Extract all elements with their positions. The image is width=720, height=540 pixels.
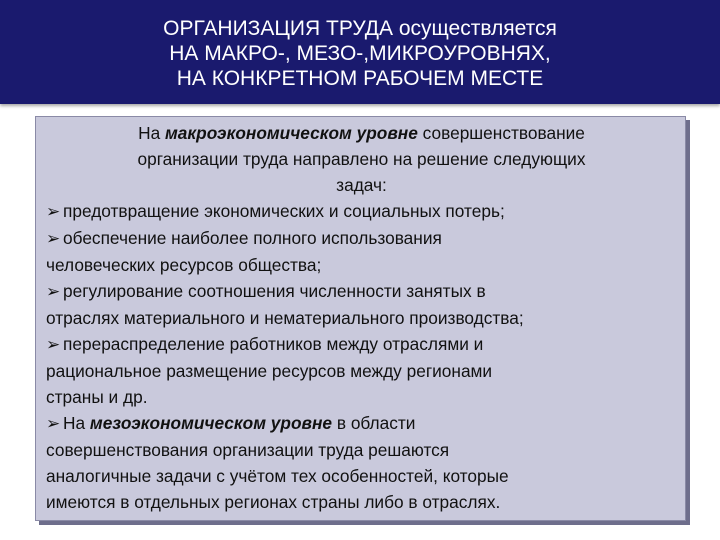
item-text: предотвращение экономических и социальных потерь;	[63, 201, 505, 221]
arrow-right-bullet-icon: ➢	[46, 229, 61, 248]
item-text: обеспечение наиболее полного использования	[63, 228, 442, 248]
arrow-right-bullet-icon: ➢	[46, 202, 61, 221]
meso-suffix: в области	[336, 413, 416, 433]
arrow-right-bullet-icon: ➢	[46, 282, 61, 301]
title-banner	[0, 0, 720, 104]
meso-line: совершенствования организации труда решаются	[46, 440, 450, 460]
meso-line: имеются в отдельных регионах страны либо в отраслях.	[46, 492, 501, 512]
intro-prefix: На	[138, 123, 161, 143]
meso-line: аналогичные задачи с учётом тех особенностей, которые	[46, 466, 509, 486]
list-item-continuation: страны и др.	[46, 387, 148, 407]
meso-prefix: На	[63, 413, 86, 433]
arrow-right-bullet-icon: ➢	[46, 414, 61, 433]
intro-line-2: организации труда направлено на решение следующих	[137, 149, 586, 169]
item-text: регулирование соотношения численности занятых в	[63, 281, 486, 301]
title-line-2: НА МАКРО-, МЕЗО-,МИКРОУРОВНЯХ,	[169, 41, 551, 65]
title-line-1: ОРГАНИЗАЦИЯ ТРУДА осуществляется	[163, 16, 557, 40]
list-item-continuation: рациональное размещение ресурсов между регионами	[46, 361, 493, 381]
intro-line-1	[46, 120, 677, 146]
intro-line-3: задач:	[336, 175, 387, 195]
meso-line-1	[46, 410, 677, 437]
list-item	[46, 278, 677, 305]
content-panel	[35, 116, 686, 521]
list-item-continuation: отраслях материального и нематериального производства;	[46, 308, 524, 328]
list-item	[46, 331, 677, 358]
intro-emphasis: макроэкономическом уровне	[165, 123, 418, 143]
intro-suffix: совершенствование	[422, 123, 585, 143]
item-text: перераспределение работников между отраслями и	[63, 334, 484, 354]
list-item-continuation: человеческих ресурсов общества;	[46, 255, 322, 275]
meso-emphasis: мезоэкономическом уровне	[89, 413, 333, 433]
arrow-right-bullet-icon: ➢	[46, 335, 61, 354]
list-item	[46, 225, 677, 252]
title-line-3: НА КОНКРЕТНОМ РАБОЧЕМ МЕСТЕ	[176, 66, 544, 90]
list-item	[46, 198, 677, 225]
